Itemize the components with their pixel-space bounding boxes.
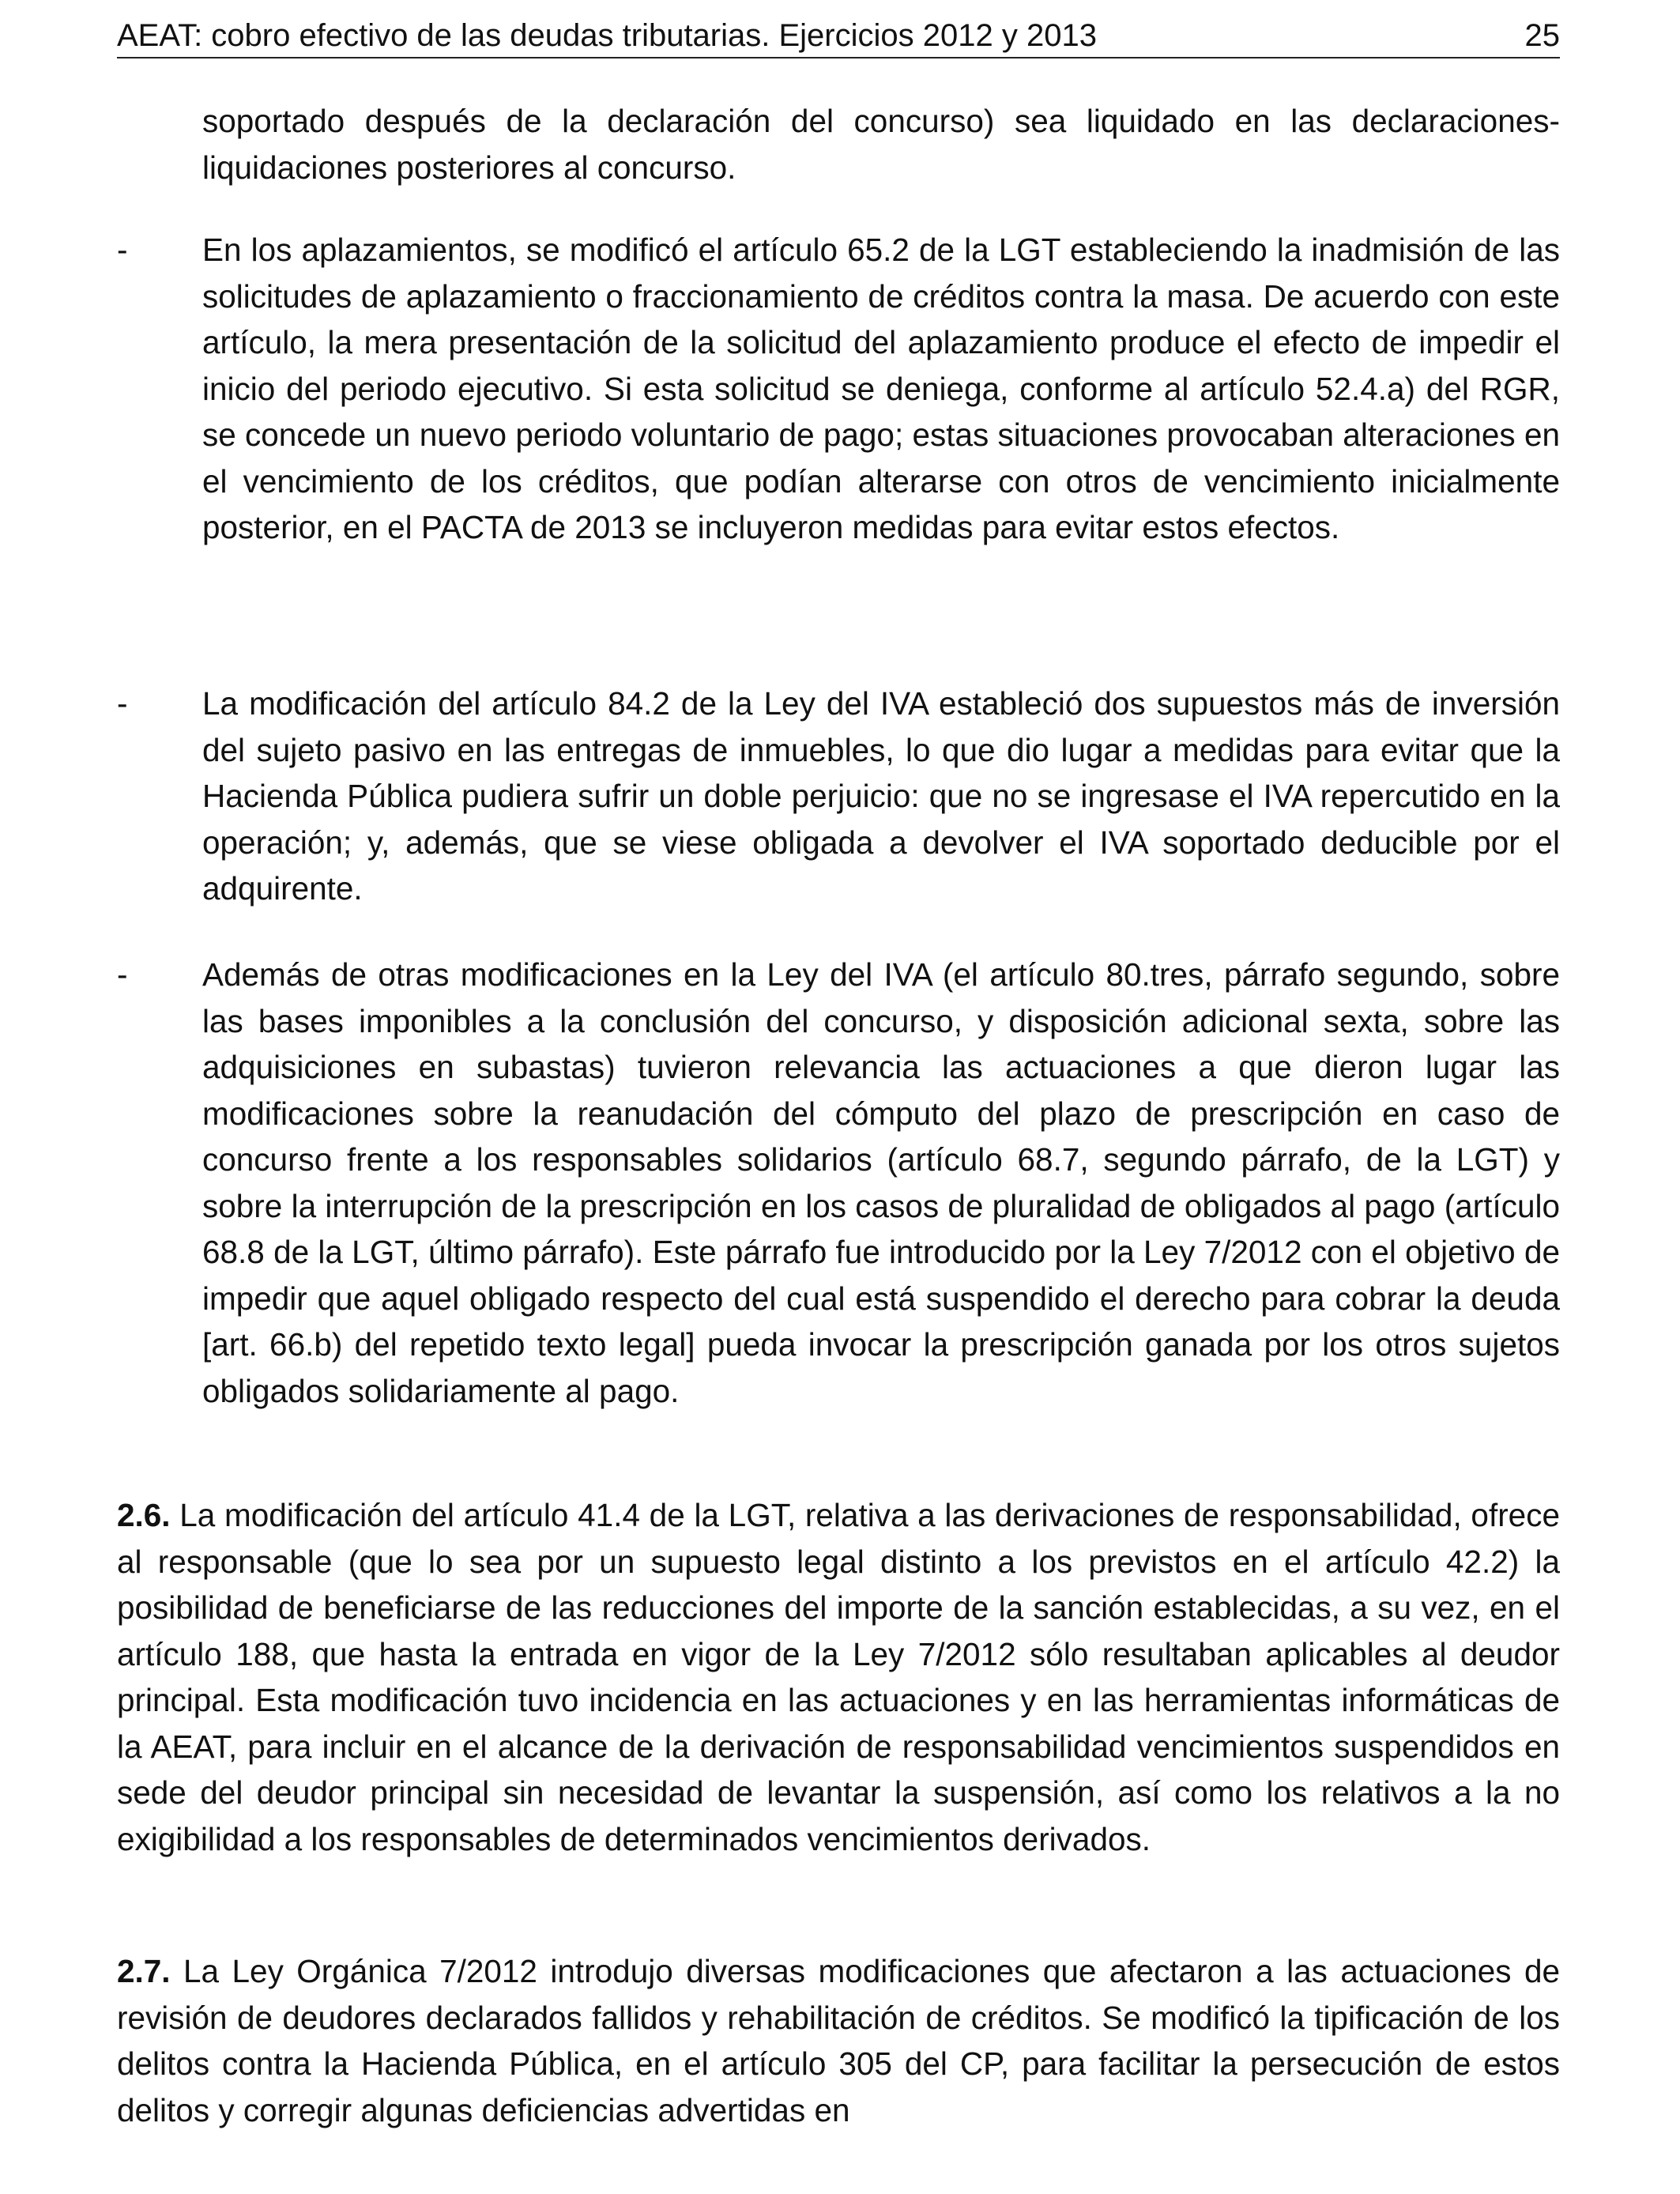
bullet-marker: - — [117, 232, 128, 268]
bullet-marker: - — [117, 685, 128, 722]
section-text: La Ley Orgánica 7/2012 introdujo diversas modificaciones que afectaron a las actuaciones de revisión de deudores declarados fallidos y rehabilitación de créditos. Se modificó la tipificación de los delitos contra la Hacienda Pública, en el artículo 305 del CP, para facilitar la persecución de estos delitos y corregir algunas deficiencias advertidas en — [117, 1953, 1560, 2128]
bullet-text: Además de otras modificaciones en la Ley del IVA (el artículo 80.tres, párrafo segundo, sobre las bases imponibles a la conclusión del concurso, y disposición adicional sexta, sobre las adquisiciones en subastas) tuvieron relevancia las actuaciones a que dieron lugar las modificaciones sobre la reanudación del cómputo del plazo de prescripción en caso de concurso frente a los responsables solidarios (artículo 68.7, segundo párrafo, de la LGT) y sobre la interrupción de la prescripción en los casos de pluralidad de obligados al pago (artículo 68.8 de la LGT, último párrafo). Este párrafo fue introducido por la Ley 7/2012 con el objetivo de impedir que aquel obligado respecto del cual está suspendido el derecho para cobrar la deuda [art. 66.b) del repetido texto legal] pueda invocar la prescripción ganada por los otros sujetos obligados solidariamente al pago. — [202, 956, 1560, 1409]
header-title: AEAT: cobro efectivo de las deudas tributarias. Ejercicios 2012 y 2013 — [117, 18, 1097, 53]
continuation-paragraph: soportado después de la declaración del concurso) sea liquidado en las declaraciones-liquidaciones posteriores al concurso. — [202, 103, 1560, 186]
page-number: 25 — [1524, 18, 1560, 53]
section-2-7-paragraph — [117, 1948, 1560, 2133]
section-number: 2.6. — [117, 1497, 171, 1533]
bullet-marker: - — [117, 956, 128, 993]
bullet-text: La modificación del artículo 84.2 de la Ley del IVA estableció dos supuestos más de inversión del sujeto pasivo en las entregas de inmuebles, lo que dio lugar a medidas para evitar que la Hacienda Pública pudiera sufrir un doble perjuicio: que no se ingresase el IVA repercutido en la operación; y, además, que se viese obligada a devolver el IVA soportado deducible por el adquirente. — [202, 685, 1560, 907]
section-text: La modificación del artículo 41.4 de la LGT, relativa a las derivaciones de responsabilidad, ofrece al responsable (que lo sea por un supuesto legal distinto a los previstos en el artículo 42.2) la posibilidad de beneficiarse de las reducciones del importe de la sanción establecidas, a su vez, en el artículo 188, que hasta la entrada en vigor de la Ley 7/2012 sólo resultaban aplicables al deudor principal. Esta modificación tuvo incidencia en las actuaciones y en las herramientas informáticas de la AEAT, para incluir en el alcance de la derivación de responsabilidad vencimientos suspendidos en sede del deudor principal sin necesidad de levantar la suspensión, así como los relativos a la no exigibilidad a los responsables de determinados vencimientos derivados. — [117, 1497, 1560, 1857]
section-2-6-paragraph — [117, 1492, 1560, 1862]
page-header — [117, 14, 1560, 58]
bullet-text: En los aplazamientos, se modificó el artículo 65.2 de la LGT estableciendo la inadmisión de las solicitudes de aplazamiento o fraccionamiento de créditos contra la masa. De acuerdo con este artículo, la mera presentación de la solicitud del aplazamiento produce el efecto de impedir el inicio del periodo ejecutivo. Si esta solicitud se deniega, conforme al artículo 52.4.a) del RGR, se concede un nuevo periodo voluntario de pago; estas situaciones provocaban alteraciones en el vencimiento de los créditos, que podían alterarse con otros de vencimiento inicialmente posterior, en el PACTA de 2013 se incluyeron medidas para evitar estos efectos. — [202, 232, 1560, 545]
section-number: 2.7. — [117, 1953, 171, 1989]
